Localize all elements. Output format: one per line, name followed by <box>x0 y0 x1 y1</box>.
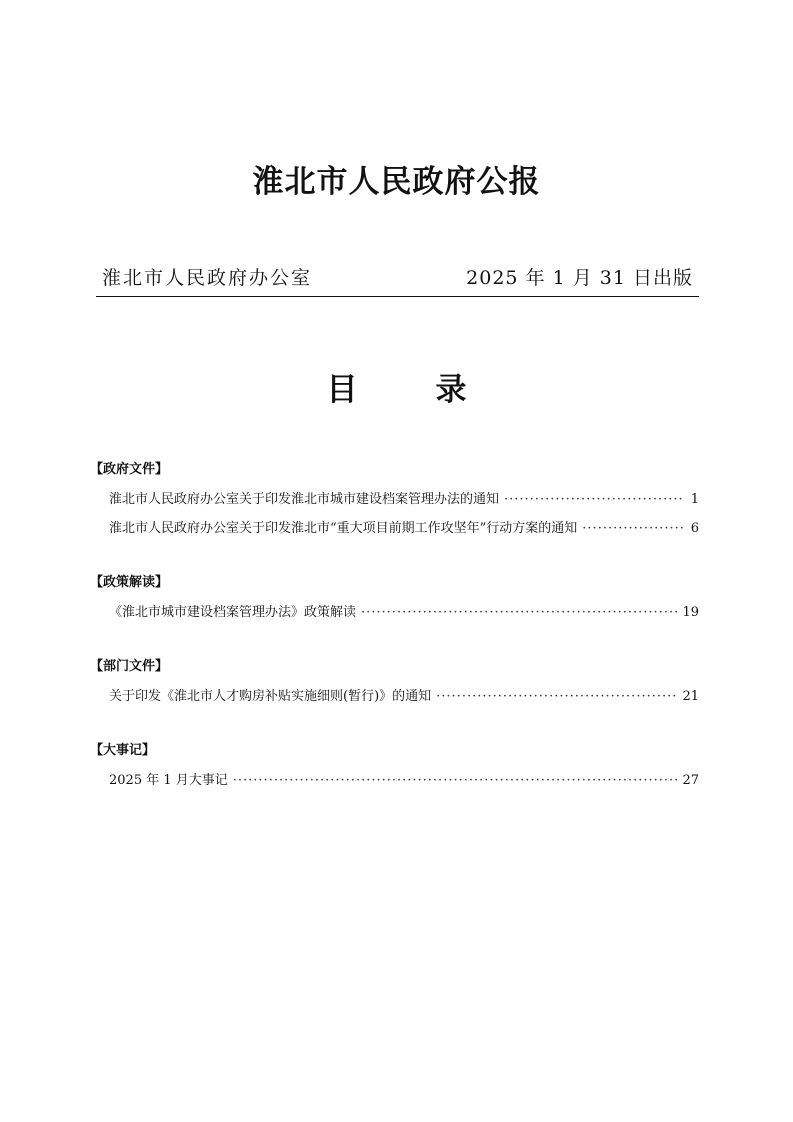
toc-entry[interactable] <box>96 598 699 627</box>
toc-entry-title: 淮北市人民政府办公室关于印发淮北市“重大项目前期工作攻坚年”行动方案的通知 <box>109 521 578 536</box>
toc-entry-page: 1 <box>690 492 699 507</box>
toc-entry-title: 《淮北市城市建设档案管理办法》政策解读 <box>109 605 357 620</box>
dot-leader <box>436 682 677 711</box>
toc-entry-page: 19 <box>682 605 699 620</box>
toc-heading-char: 目 <box>326 372 358 408</box>
masthead <box>96 264 699 296</box>
dot-leader <box>361 598 677 627</box>
toc-heading <box>0 370 793 410</box>
toc-section-government-documents <box>90 460 699 543</box>
toc-entry-title: 2025 年 1 月大事记 <box>109 773 228 788</box>
toc-entry[interactable] <box>96 682 699 711</box>
publish-date: 2025 年 1 月 31 日出版 <box>466 267 693 289</box>
toc-section-policy-interpretation <box>90 573 699 627</box>
toc-entry-page: 6 <box>690 521 699 536</box>
masthead-divider <box>96 296 699 297</box>
dot-leader <box>504 485 684 514</box>
toc-entry[interactable] <box>96 514 699 543</box>
toc-entry[interactable] <box>96 485 699 514</box>
toc-entry-title: 淮北市人民政府办公室关于印发淮北市城市建设档案管理办法的通知 <box>109 492 500 507</box>
section-label: 【政府文件】 <box>90 462 169 477</box>
toc-entry-page: 21 <box>682 689 699 704</box>
section-label: 【政策解读】 <box>90 575 169 590</box>
toc-entry-title: 关于印发《淮北市人才购房补贴实施细则(暂行)》的通知 <box>109 689 432 704</box>
section-label: 【大事记】 <box>90 743 156 758</box>
toc-entry[interactable] <box>96 766 699 795</box>
document-title: 淮北市人民政府公报 <box>252 164 541 200</box>
toc-section-department-documents <box>90 657 699 711</box>
dot-leader <box>582 514 684 543</box>
dot-leader <box>233 766 678 795</box>
toc-entry-page: 27 <box>682 773 699 788</box>
toc-heading-char: 录 <box>435 372 467 408</box>
toc-section-major-events <box>90 741 699 795</box>
publisher-name: 淮北市人民政府办公室 <box>102 267 313 289</box>
section-label: 【部门文件】 <box>90 659 169 674</box>
